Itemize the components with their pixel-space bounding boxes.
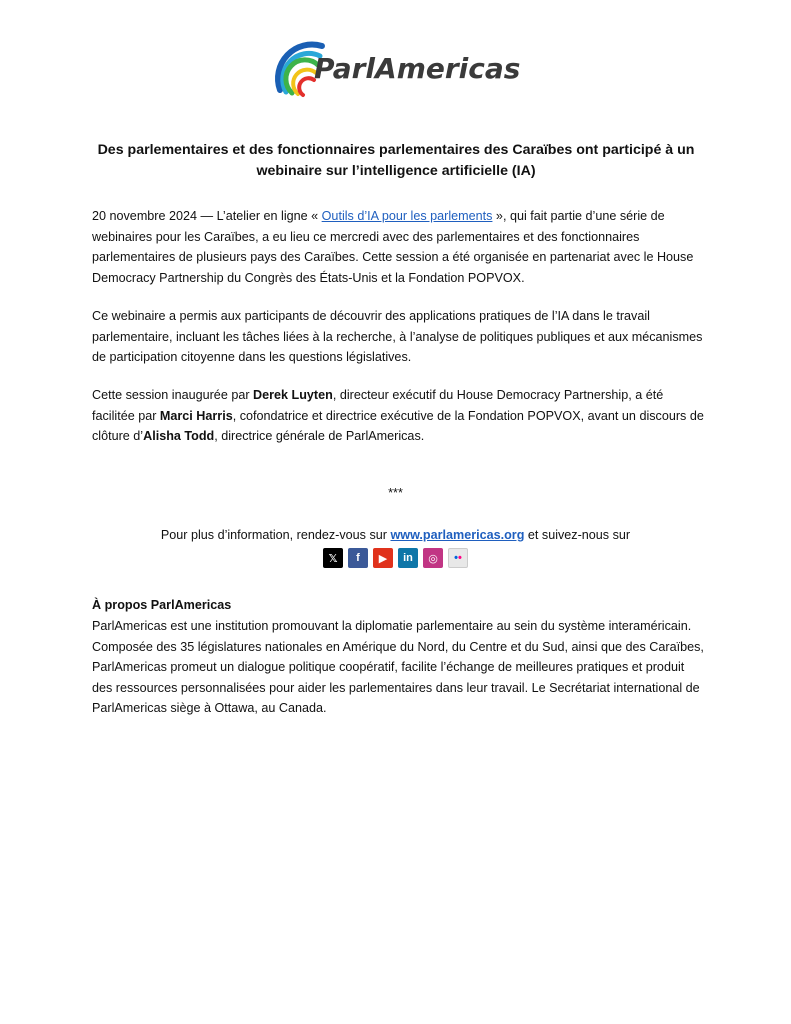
paragraph-session <box>92 385 704 447</box>
website-link[interactable]: www.parlamericas.org <box>390 528 525 542</box>
paragraph-intro <box>92 206 704 288</box>
page-title: Des parlementaires et des fonctionnaires parlementaires des Caraïbes ont participé à un webinaire sur l’intelligence artificielle (IA) <box>97 142 695 179</box>
name-marci-harris: Marci Harris <box>159 408 233 423</box>
info-text-start: Pour plus d’information, rendez-vous sur <box>160 528 391 542</box>
intro-text-start: 20 novembre 2024 — L’atelier en ligne « <box>92 209 322 223</box>
session-text-2: , directeur exécutif du House Democracy Partnership, a été facilitée par <box>92 388 664 423</box>
facebook-icon[interactable]: f <box>348 548 368 568</box>
about-heading: À propos ParlAmericas <box>92 598 232 612</box>
youtube-icon[interactable]: ▶ <box>373 548 393 568</box>
info-line <box>0 526 791 544</box>
section-separator: *** <box>388 486 403 500</box>
instagram-icon[interactable]: ◎ <box>423 548 443 568</box>
name-derek-luyten: Derek Luyten <box>253 388 333 402</box>
paragraph-webinar: Ce webinaire a permis aux participants de découvrir des applications pratiques de l’IA dans le travail parlementaire, incluant les tâches liées à la recherche, à l’analyse de politiques publiques et aux mécanismes de participation citoyenne dans les questions législatives. <box>92 309 703 365</box>
name-alisha-todd: Alisha Todd <box>143 429 215 444</box>
parlamericas-logo <box>270 38 530 118</box>
session-text-4: , directrice générale de ParlAmericas. <box>214 429 425 444</box>
linkedin-icon[interactable]: in <box>398 548 418 568</box>
flickr-icon[interactable]: • • <box>448 548 468 568</box>
about-body: ParlAmericas est une institution promouvant la diplomatie parlementaire au sein du système interaméricain. Composée des 35 législatures nationales en Amérique du Nord, du Centre et du Sud, ainsi que des Caraïbes, ParlAmericas promeut un dialogue politique coopératif, facilite l’échange de meilleures pratiques et produit des ressources personnalisées pour aider les parlementaires dans leur travail. Le Secrétariat international de ParlAmericas siège à Ottawa, au Canada. <box>92 619 704 716</box>
logo-wordmark: ParlAmericas <box>314 52 521 85</box>
social-icons <box>0 548 791 568</box>
workshop-link[interactable]: Outils d’IA pour les parlements <box>321 209 493 223</box>
intro-text-end: », qui fait partie d’une série de webinaires pour les Caraïbes, a eu lieu ce mercredi avec des parlementaires et des fonctionnaires parlementaires de plusieurs pays des Caraïbes. Cette session a été organisée en partenariat avec le House Democracy Partnership du Congrès des États-Unis et la Fondation POPVOX. <box>92 209 694 285</box>
x-icon[interactable]: 𝕏 <box>323 548 343 568</box>
session-text-3: , cofondatrice et directrice exécutive de la Fondation POPVOX, avant un discours de clôture d’ <box>92 408 704 444</box>
session-text-1: Cette session inaugurée par <box>92 388 254 402</box>
info-text-end: et suivez-nous sur <box>524 528 631 542</box>
